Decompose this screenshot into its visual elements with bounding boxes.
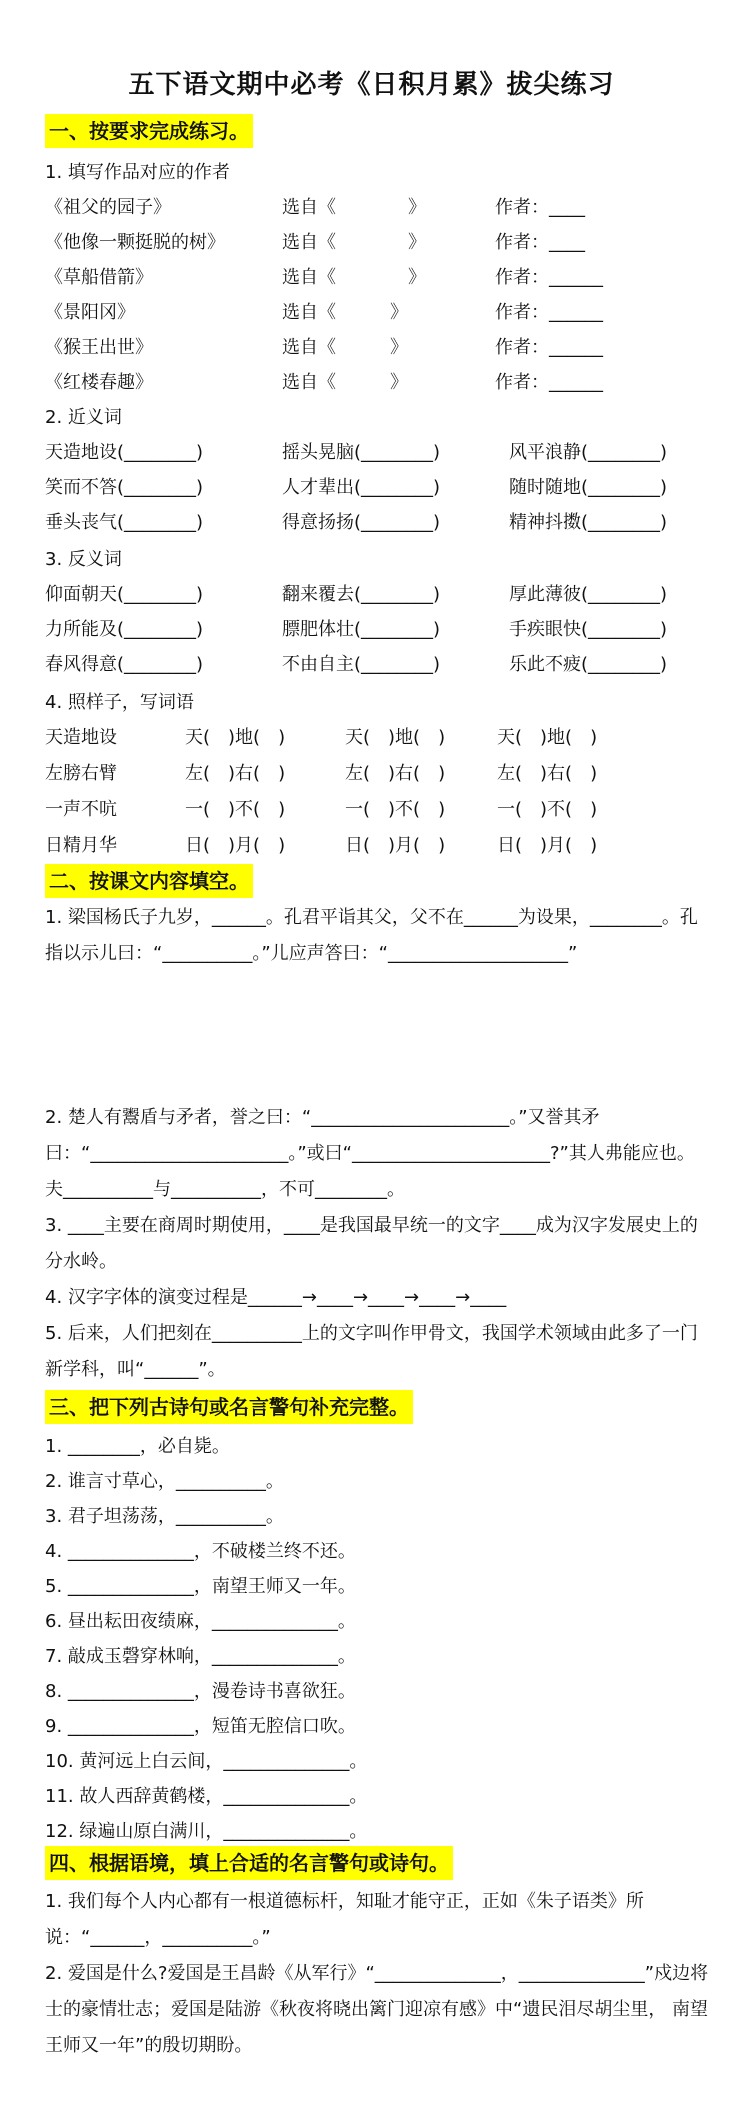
q2-5-text[interactable]: 5. 后来，人们把刻在__________上的文字叫作甲骨文，我国学术领域由此多了一门新学科，叫“______”。 [45,1323,698,1380]
work-title: 《祖父的园子》 [45,197,171,218]
author-blank[interactable]: 作者：______ [495,337,603,358]
work-title: 《猴王出世》 [45,337,153,358]
q2-2-text[interactable]: 2. 楚人有鬻盾与矛者，誉之曰：“______________________。”又誉其矛曰：“______________________。”或曰“______________________?”其人弗能应也。夫__________与__________，不可________。 [45,1107,695,1200]
pattern-blank[interactable]: 一( )不( ) [345,799,446,820]
source-blank[interactable]: 选自《 》 [282,197,426,218]
work-title: 《红楼春趣》 [45,372,153,393]
antonym-item[interactable]: 膘肥体壮(________) [282,619,441,640]
antonym-item[interactable]: 春风得意(________) [45,654,204,675]
author-blank[interactable]: 作者：____ [495,232,585,253]
synonym-item[interactable]: 人才辈出(________) [282,477,441,498]
section-3-heading: 三、把下列古诗句或名言警句补充完整。 [45,1390,413,1424]
poem-item[interactable]: 12. 绿遍山原白满川，______________。 [45,1821,368,1842]
pattern-blank[interactable]: 天( )地( ) [185,727,286,748]
synonym-item[interactable]: 随时随地(________) [509,477,668,498]
source-blank[interactable]: 选自《 》 [282,302,408,323]
work-title: 《他像一颗挺脱的树》 [45,232,225,253]
source-blank[interactable]: 选自《 》 [282,337,408,358]
poem-item[interactable]: 2. 谁言寸草心，__________。 [45,1471,284,1492]
poem-item[interactable]: 10. 黄河远上白云间，______________。 [45,1751,368,1772]
poem-item[interactable]: 8. ______________，漫卷诗书喜欲狂。 [45,1681,356,1702]
pattern-blank[interactable]: 左( )右( ) [497,763,598,784]
q1-2-label: 2. 近义词 [45,407,122,428]
poem-item[interactable]: 3. 君子坦荡荡，__________。 [45,1506,284,1527]
work-title: 《景阳冈》 [45,302,135,323]
antonym-item[interactable]: 力所能及(________) [45,619,204,640]
q2-1-text[interactable]: 1. 梁国杨氏子九岁，______。孔君平诣其父，父不在______为设果，________。孔指以示儿曰：“__________。”儿应声答曰：“____________________” [45,907,698,964]
poem-item[interactable]: 9. ______________，短笛无腔信口吹。 [45,1716,356,1737]
antonym-item[interactable]: 乐此不疲(________) [509,654,668,675]
pattern-blank[interactable]: 左( )右( ) [185,763,286,784]
antonym-item[interactable]: 不由自主(________) [282,654,441,675]
q2-3-text[interactable]: 3. ____主要在商周时期使用，____是我国最早统一的文字____成为汉字发展史上的分水岭。 [45,1215,698,1272]
section-1-heading: 一、按要求完成练习。 [45,114,253,148]
section-4-heading: 四、根据语境，填上合适的名言警句或诗句。 [45,1846,453,1880]
pattern-blank[interactable]: 一( )不( ) [185,799,286,820]
author-blank[interactable]: 作者：____ [495,197,585,218]
antonym-item[interactable]: 厚此薄彼(________) [509,584,668,605]
poem-item[interactable]: 1. ________，必自毙。 [45,1436,230,1457]
page-title: 五下语文期中必考《日积月累》拔尖练习 [128,70,615,100]
q1-1-label: 1. 填写作品对应的作者 [45,162,230,183]
synonym-item[interactable]: 天造地设(________) [45,442,204,463]
q2-4-text[interactable]: 4. 汉字字体的演变过程是______→____→____→____→____ [45,1287,507,1308]
work-title: 《草船借箭》 [45,267,153,288]
antonym-item[interactable]: 翻来覆去(________) [282,584,441,605]
pattern-blank[interactable]: 日( )月( ) [185,835,286,856]
pattern-example: 左膀右臂 [45,763,117,784]
pattern-blank[interactable]: 日( )月( ) [345,835,446,856]
pattern-blank[interactable]: 日( )月( ) [497,835,598,856]
source-blank[interactable]: 选自《 》 [282,267,426,288]
q4-1-text[interactable]: 1. 我们每个人内心都有一根道德标杆，知耻才能守正，正如《朱子语类》所说：“______，__________。” [45,1891,644,1948]
q1-4-label: 4. 照样子，写词语 [45,692,194,713]
pattern-blank[interactable]: 一( )不( ) [497,799,598,820]
poem-item[interactable]: 6. 昼出耘田夜绩麻，______________。 [45,1611,356,1632]
antonym-item[interactable]: 手疾眼快(________) [509,619,668,640]
q4-2-text[interactable]: 2. 爱国是什么?爱国是王昌龄《从军行》“______________，______________”戍边将士的豪情壮志；爱国是陆游《秋夜将晓出篱门迎凉有感》中“遗民泪尽胡尘里， 南望王师又一年”的殷切期盼。 [45,1963,709,2056]
synonym-item[interactable]: 精神抖擞(________) [509,512,668,533]
antonym-item[interactable]: 仰面朝天(________) [45,584,204,605]
poem-item[interactable]: 5. ______________，南望王师又一年。 [45,1576,356,1597]
author-blank[interactable]: 作者：______ [495,372,603,393]
pattern-blank[interactable]: 天( )地( ) [345,727,446,748]
pattern-example: 一声不吭 [45,799,117,820]
pattern-blank[interactable]: 天( )地( ) [497,727,598,748]
synonym-item[interactable]: 得意扬扬(________) [282,512,441,533]
poem-item[interactable]: 4. ______________，不破楼兰终不还。 [45,1541,356,1562]
poem-item[interactable]: 7. 敲成玉磬穿林响，______________。 [45,1646,356,1667]
synonym-item[interactable]: 摇头晃脑(________) [282,442,441,463]
pattern-example: 日精月华 [45,835,117,856]
author-blank[interactable]: 作者：______ [495,267,603,288]
section-2-heading: 二、按课文内容填空。 [45,864,253,898]
synonym-item[interactable]: 笑而不答(________) [45,477,204,498]
source-blank[interactable]: 选自《 》 [282,232,426,253]
source-blank[interactable]: 选自《 》 [282,372,408,393]
pattern-example: 天造地设 [45,727,117,748]
synonym-item[interactable]: 垂头丧气(________) [45,512,204,533]
pattern-blank[interactable]: 左( )右( ) [345,763,446,784]
author-blank[interactable]: 作者：______ [495,302,603,323]
poem-item[interactable]: 11. 故人西辞黄鹤楼，______________。 [45,1786,368,1807]
synonym-item[interactable]: 风平浪静(________) [509,442,668,463]
q1-3-label: 3. 反义词 [45,549,122,570]
